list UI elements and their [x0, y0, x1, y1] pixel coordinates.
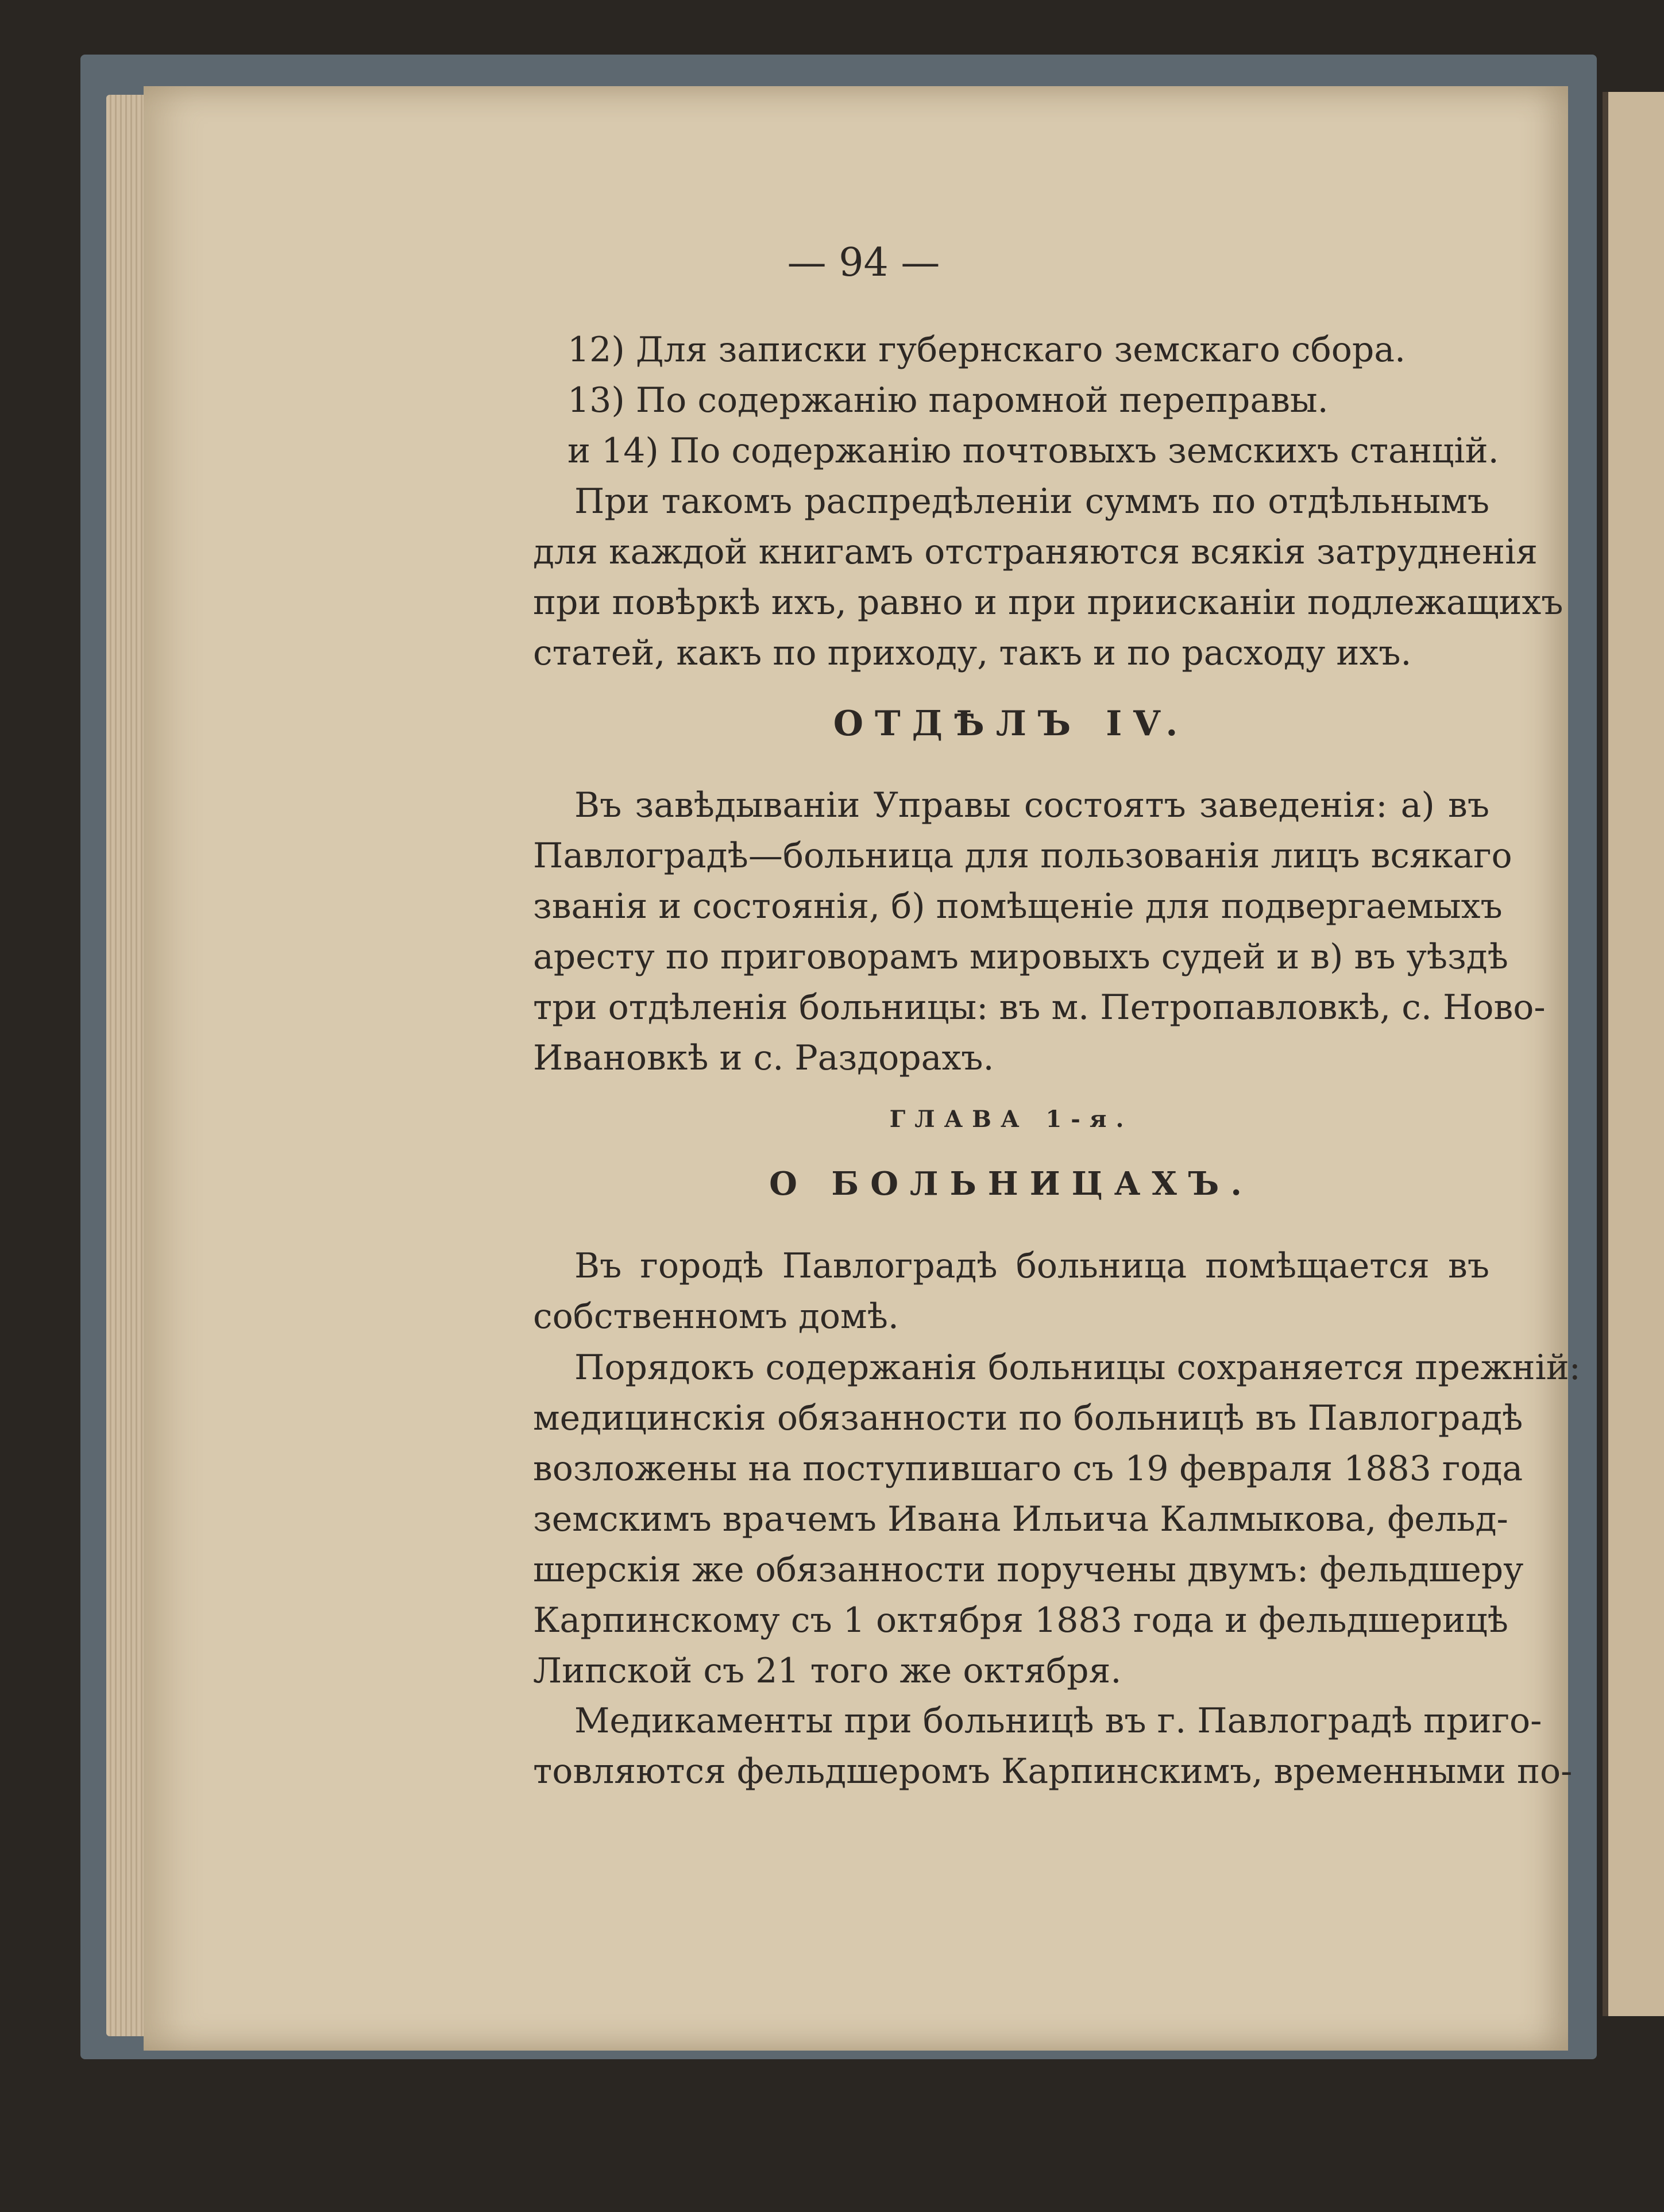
- text-line: при повѣркѣ ихъ, равно и при приисканіи подлежащихъ: [533, 582, 1563, 623]
- page-number: — 94 —: [787, 240, 940, 285]
- section-heading: ОТДѢЛЪ IV.: [833, 704, 1190, 744]
- list-item: 12) Для записки губернскаго земскаго сбора.: [567, 330, 1406, 370]
- list-block: [533, 325, 1499, 476]
- text-line: три отдѣленія больницы: въ м. Петропавловкѣ, с. Ново-: [533, 987, 1546, 1028]
- text-line: собственномъ домѣ.: [533, 1296, 899, 1337]
- text-line: земскимъ врачемъ Ивана Ильича Калмыкова, фельд-: [533, 1499, 1508, 1539]
- chapter-heading: ГЛАВА 1-я.: [889, 1106, 1133, 1133]
- paragraph-distribution: [533, 476, 1563, 678]
- text-line: медицинскія обязанности по больницѣ въ Павлоградѣ: [533, 1398, 1523, 1438]
- text-line: Въ городѣ Павлоградѣ больница помѣщается въ: [574, 1246, 1489, 1286]
- paragraph-medicines: [533, 1696, 1573, 1797]
- text-line: Ивановкѣ и с. Раздорахъ.: [533, 1038, 994, 1078]
- paragraph-institutions: [533, 780, 1546, 1083]
- adjacent-page-edge: [1603, 92, 1664, 2016]
- text-line: При такомъ распредѣленіи суммъ по отдѣльнымъ: [574, 481, 1489, 522]
- chapter-title: О БОЛЬНИЦАХЪ.: [769, 1165, 1253, 1203]
- paragraph-hospital-staff: [533, 1342, 1581, 1696]
- text-line: товляются фельдшеромъ Карпинскимъ, временными по-: [533, 1751, 1573, 1792]
- text-line: аресту по приговорамъ мировыхъ судей и в) въ уѣздѣ: [533, 937, 1508, 977]
- text-line: возложены на поступившаго съ 19 февраля 1883 года: [533, 1449, 1523, 1489]
- text-line: для каждой книгамъ отстраняются всякія затрудненія: [533, 532, 1538, 572]
- text-line: Липской съ 21 того же октября.: [533, 1651, 1122, 1691]
- text-line: званія и состоянія, б) помѣщеніе для подвергаемыхъ: [533, 886, 1503, 927]
- text-line: Карпинскому съ 1 октября 1883 года и фельдшерицѣ: [533, 1600, 1508, 1640]
- text-line: статей, какъ по приходу, такъ и по расходу ихъ.: [533, 633, 1412, 673]
- list-item: 13) По содержанію паромной переправы.: [567, 380, 1329, 420]
- text-line: Медикаменты при больницѣ въ г. Павлоградѣ приго-: [574, 1701, 1542, 1741]
- paragraph-hospital-building: [533, 1241, 1489, 1342]
- text-line: шерскія же обязанности поручены двумъ: фельдшеру: [533, 1550, 1524, 1590]
- list-item: и 14) По содержанію почтовыхъ земскихъ станцій.: [567, 431, 1499, 471]
- text-line: Въ завѣдываніи Управы состоятъ заведенія: а) въ: [574, 785, 1489, 825]
- text-line: Порядокъ содержанія больницы сохраняется прежній:: [574, 1348, 1581, 1388]
- text-line: Павлоградѣ—больница для пользованія лицъ всякаго: [533, 836, 1512, 876]
